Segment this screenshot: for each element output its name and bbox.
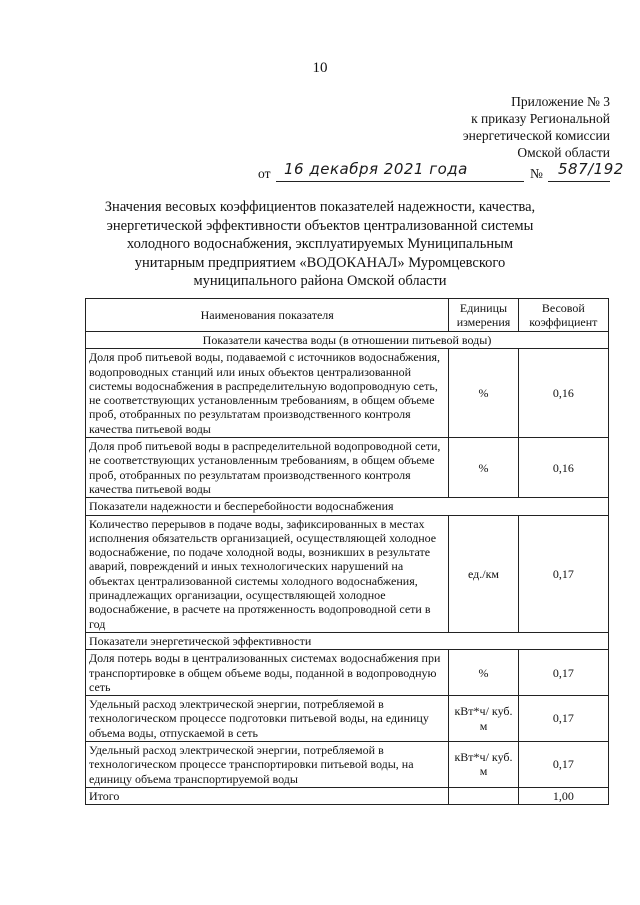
indicator-name: Количество перерывов в подаче воды, зафиксированных в местах исполнения обязательств организацией, осуществляющей холодное водоснабжение, по подаче холодной воды, возникших в результате аварий, повреждений и иных технологических нарушений на объектах централизованной системы холодного водоснабжения, принадлежащих организации, осуществляющей холодное водоснабжение, в расчете на протяженность водопроводной сети в год	[86, 515, 449, 632]
number-label: №	[530, 166, 543, 181]
indicator-name: Доля проб питьевой воды, подаваемой с источников водоснабжения, водопроводных станций или иных объектов централизованной системы водоснабжения в распределительную водопроводную сеть, не соответствующих установленным требованиям, в общем объеме проб, отобранных по результатам производственного контроля качества питьевой воды	[86, 349, 449, 438]
number-underline	[548, 181, 610, 182]
table-row	[86, 438, 609, 498]
indicator-coef: 0,17	[518, 742, 608, 788]
table-row	[86, 515, 609, 632]
section-row	[86, 498, 609, 515]
indicator-unit: %	[449, 438, 518, 498]
indicator-coef: 0,16	[518, 349, 608, 438]
indicator-unit: кВт*ч/ куб. м	[449, 742, 518, 788]
indicator-coef: 0,17	[518, 650, 608, 696]
indicator-coef: 0,16	[518, 438, 608, 498]
header-coef: Весовой коэффициент	[518, 299, 608, 332]
indicator-unit: ед./км	[449, 515, 518, 632]
total-label: Итого	[86, 787, 449, 804]
table-row	[86, 650, 609, 696]
section-title: Показатели надежности и бесперебойности водоснабжения	[86, 498, 609, 515]
coefficients-table	[85, 298, 609, 805]
handwritten-number: 587/192	[558, 160, 624, 178]
section-title: Показатели качества воды (в отношении питьевой воды)	[86, 332, 609, 349]
date-underline	[276, 181, 524, 182]
appendix-line: Омской области	[517, 145, 610, 160]
appendix-line: к приказу Региональной	[471, 111, 610, 126]
indicator-name: Доля потерь воды в централизованных системах водоснабжения при транспортировке в общем объеме воды, поданной в водопроводную сеть	[86, 650, 449, 696]
appendix-line: энергетической комиссии	[462, 128, 610, 143]
indicator-name: Доля проб питьевой воды в распределительной водопроводной сети, не соответствующих установленным требованиям, в общем объеме проб, отобранных по результатам производственного контроля качества питьевой воды	[86, 438, 449, 498]
section-row	[86, 632, 609, 649]
document-title: Значения весовых коэффициентов показателей надежности, качества, энергетической эффективности объектов централизованной системы холодного водоснабжения, эксплуатируемых Муниципальным унитарным предприятием «ВОДОКАНАЛ» Муромцевского муниципального района Омской области	[104, 199, 536, 289]
indicator-name: Удельный расход электрической энергии, потребляемой в технологическом процессе подготовки питьевой воды, на единицу объема воды, отпускаемой в сеть	[86, 696, 449, 742]
order-date-number	[258, 160, 624, 184]
table-row	[86, 742, 609, 788]
indicator-coef: 0,17	[518, 696, 608, 742]
total-row	[86, 787, 609, 804]
indicator-unit: %	[449, 349, 518, 438]
section-row	[86, 332, 609, 349]
handwritten-date: 16 декабря 2021 года	[284, 160, 468, 178]
from-label: от	[258, 166, 271, 181]
appendix-header	[463, 93, 610, 161]
indicator-unit: %	[449, 650, 518, 696]
indicator-unit: кВт*ч/ куб. м	[449, 696, 518, 742]
page-number: 10	[312, 60, 328, 76]
appendix-line: Приложение № 3	[511, 94, 610, 109]
table-row	[86, 349, 609, 438]
indicator-name: Удельный расход электрической энергии, потребляемой в технологическом процессе транспортировки питьевой воды, на единицу объема транспортируемой воды	[86, 742, 449, 788]
header-name: Наименования показателя	[86, 299, 449, 332]
table-header-row	[86, 299, 609, 332]
total-coef: 1,00	[518, 787, 608, 804]
header-unit: Единицы измерения	[449, 299, 518, 332]
section-title: Показатели энергетической эффективности	[86, 632, 609, 649]
table-row	[86, 696, 609, 742]
indicator-coef: 0,17	[518, 515, 608, 632]
total-unit	[449, 787, 518, 804]
